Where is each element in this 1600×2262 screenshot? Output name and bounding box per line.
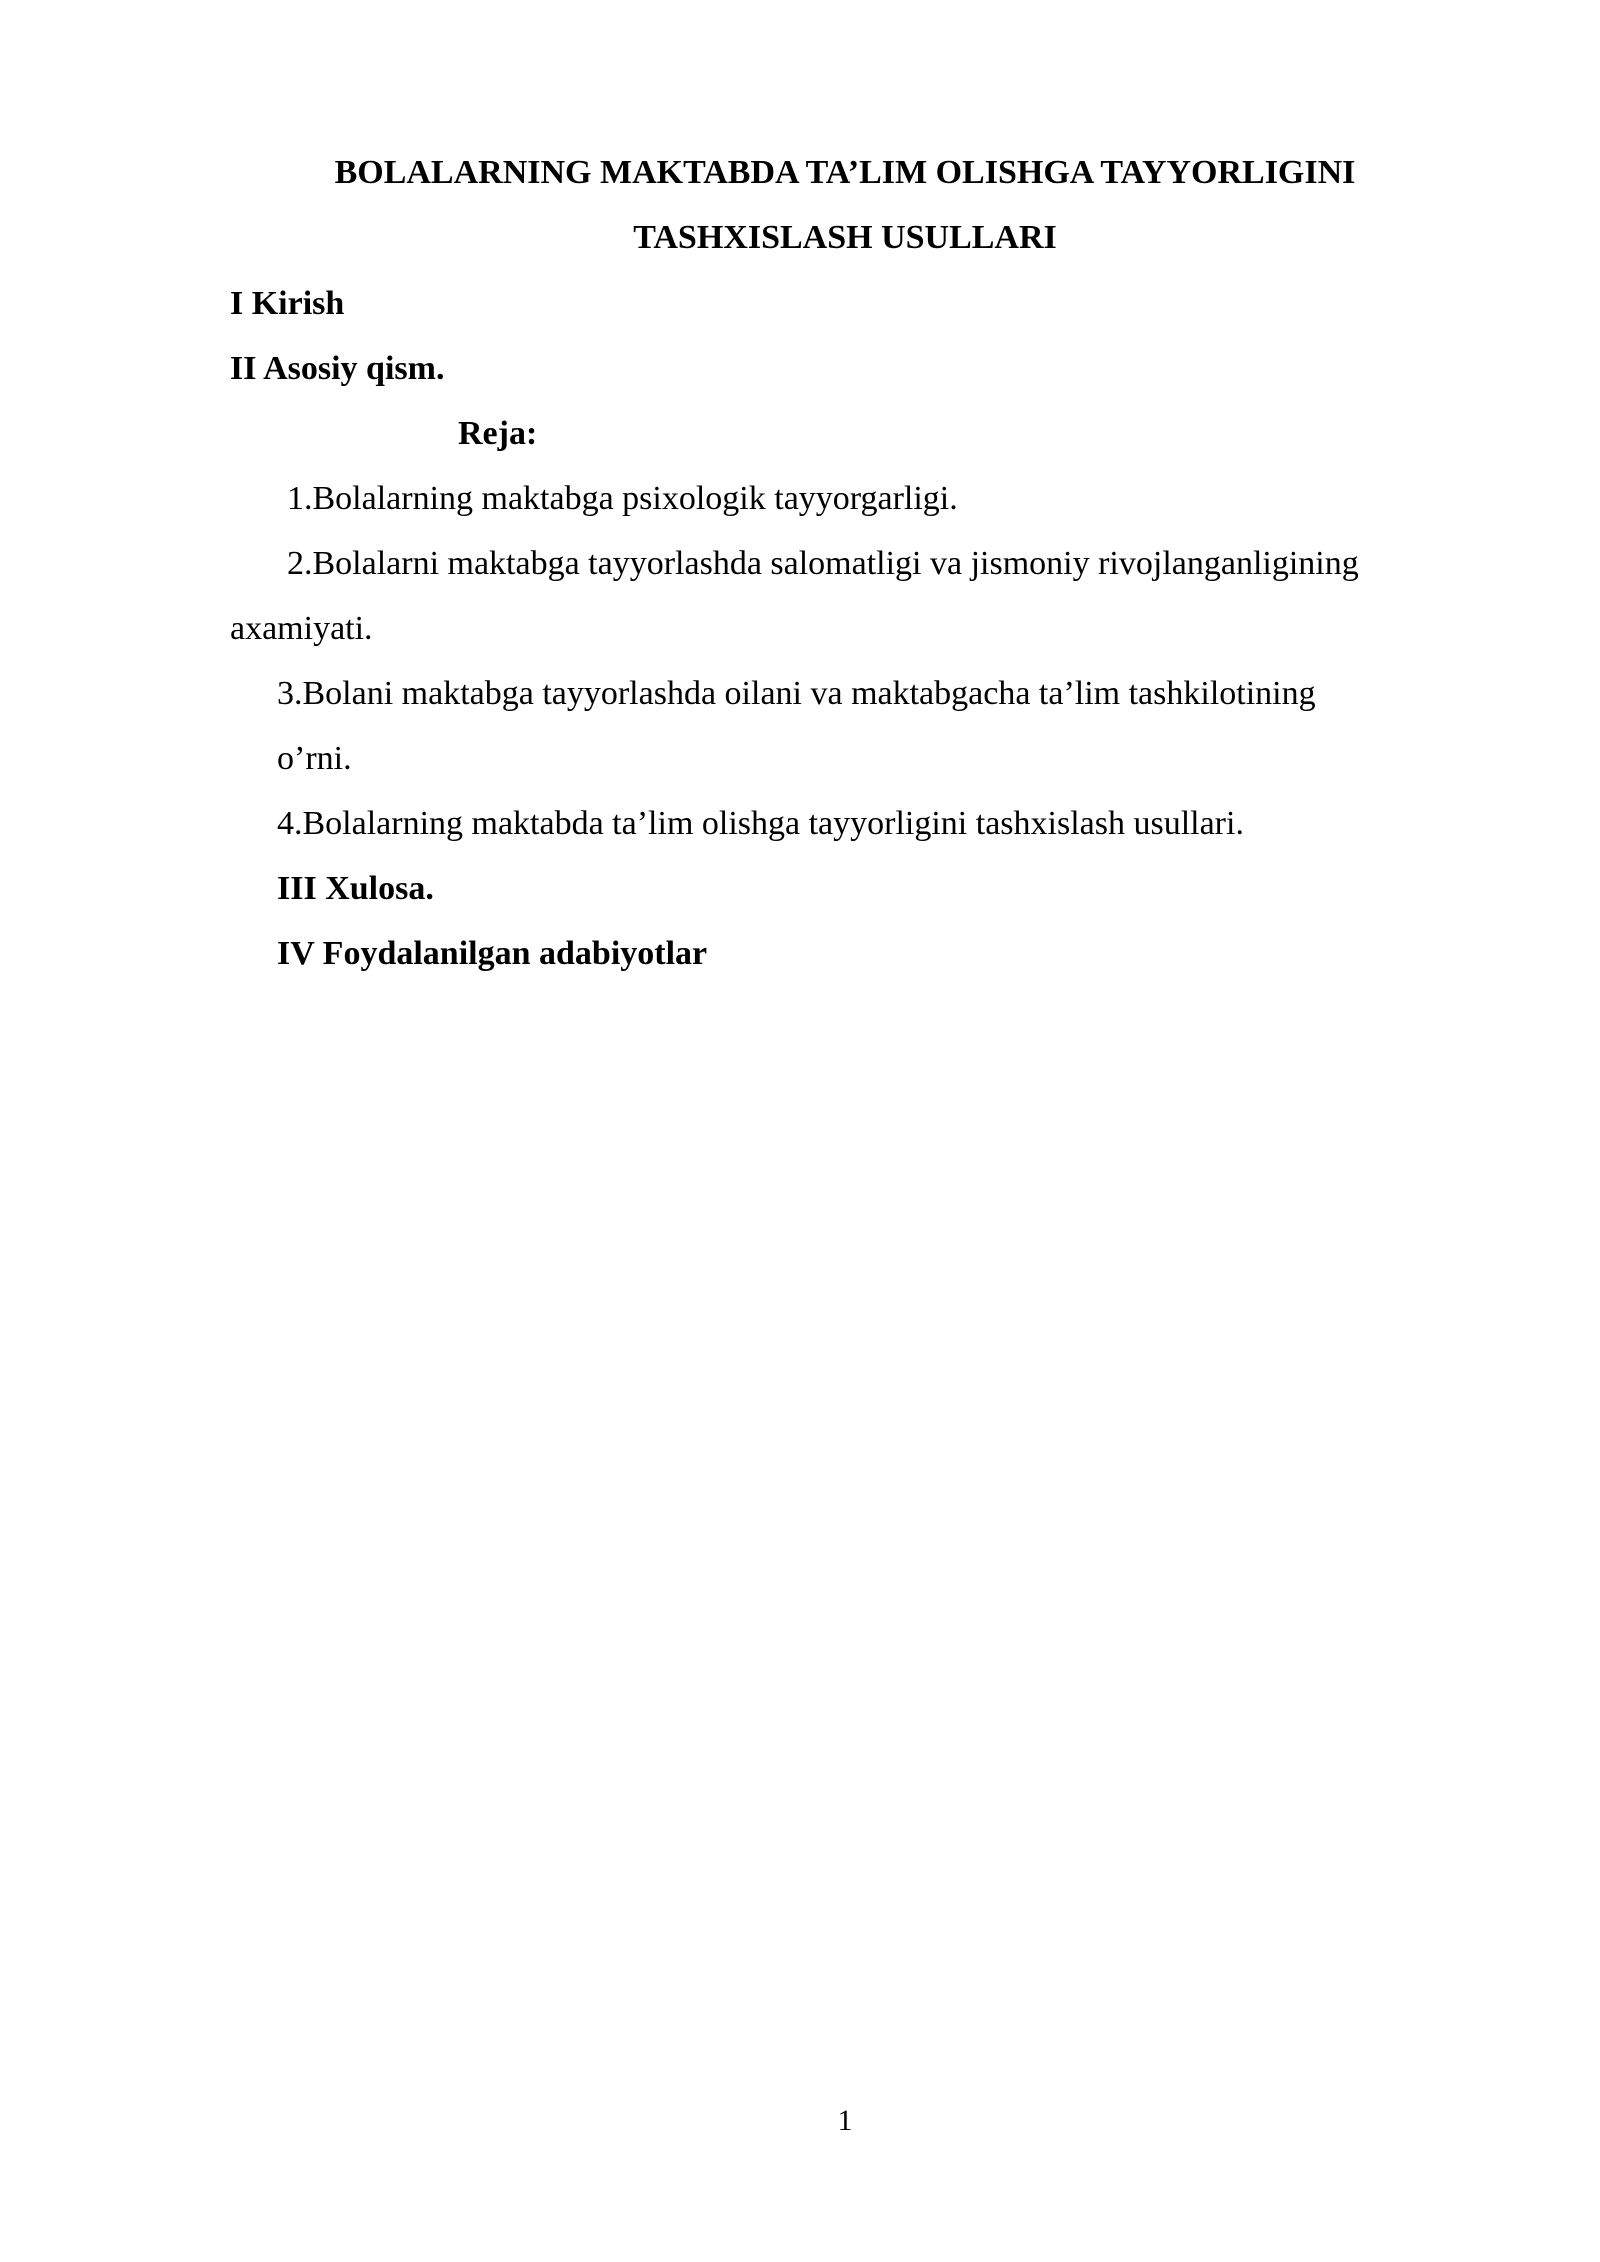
plan-item-4: 4.Bolalarning maktabda ta’lim olishga tayyorligini tashxislash usullari. [277, 805, 1244, 842]
plan-heading: Reja: [458, 415, 538, 452]
plan-item-1: 1.Bolalarning maktabga psixologik tayyorgarligi. [287, 480, 958, 517]
document-title-line-1: BOLALARNING MAKTABDA TA’LIM OLISHGA TAYYORLIGINI [334, 154, 1356, 191]
plan-item-3-continuation: o’rni. [277, 740, 352, 777]
section-introduction: I Kirish [230, 285, 345, 322]
plan-item-3: 3.Bolani maktabga tayyorlashda oilani va maktabgacha ta’lim tashkilotining [277, 675, 1316, 712]
plan-item-2: 2.Bolalarni maktabga tayyorlashda salomatligi va jismoniy rivojlanganligining [287, 545, 1359, 582]
document-title-line-2: TASHXISLASH USULLARI [633, 219, 1057, 256]
section-conclusion: III Xulosa. [277, 870, 434, 907]
section-references: IV Foydalanilgan adabiyotlar [277, 935, 708, 972]
section-main-part: II Asosiy qism. [230, 350, 445, 387]
page-number: 1 [837, 2104, 853, 2137]
plan-item-2-continuation: axamiyati. [230, 610, 373, 647]
